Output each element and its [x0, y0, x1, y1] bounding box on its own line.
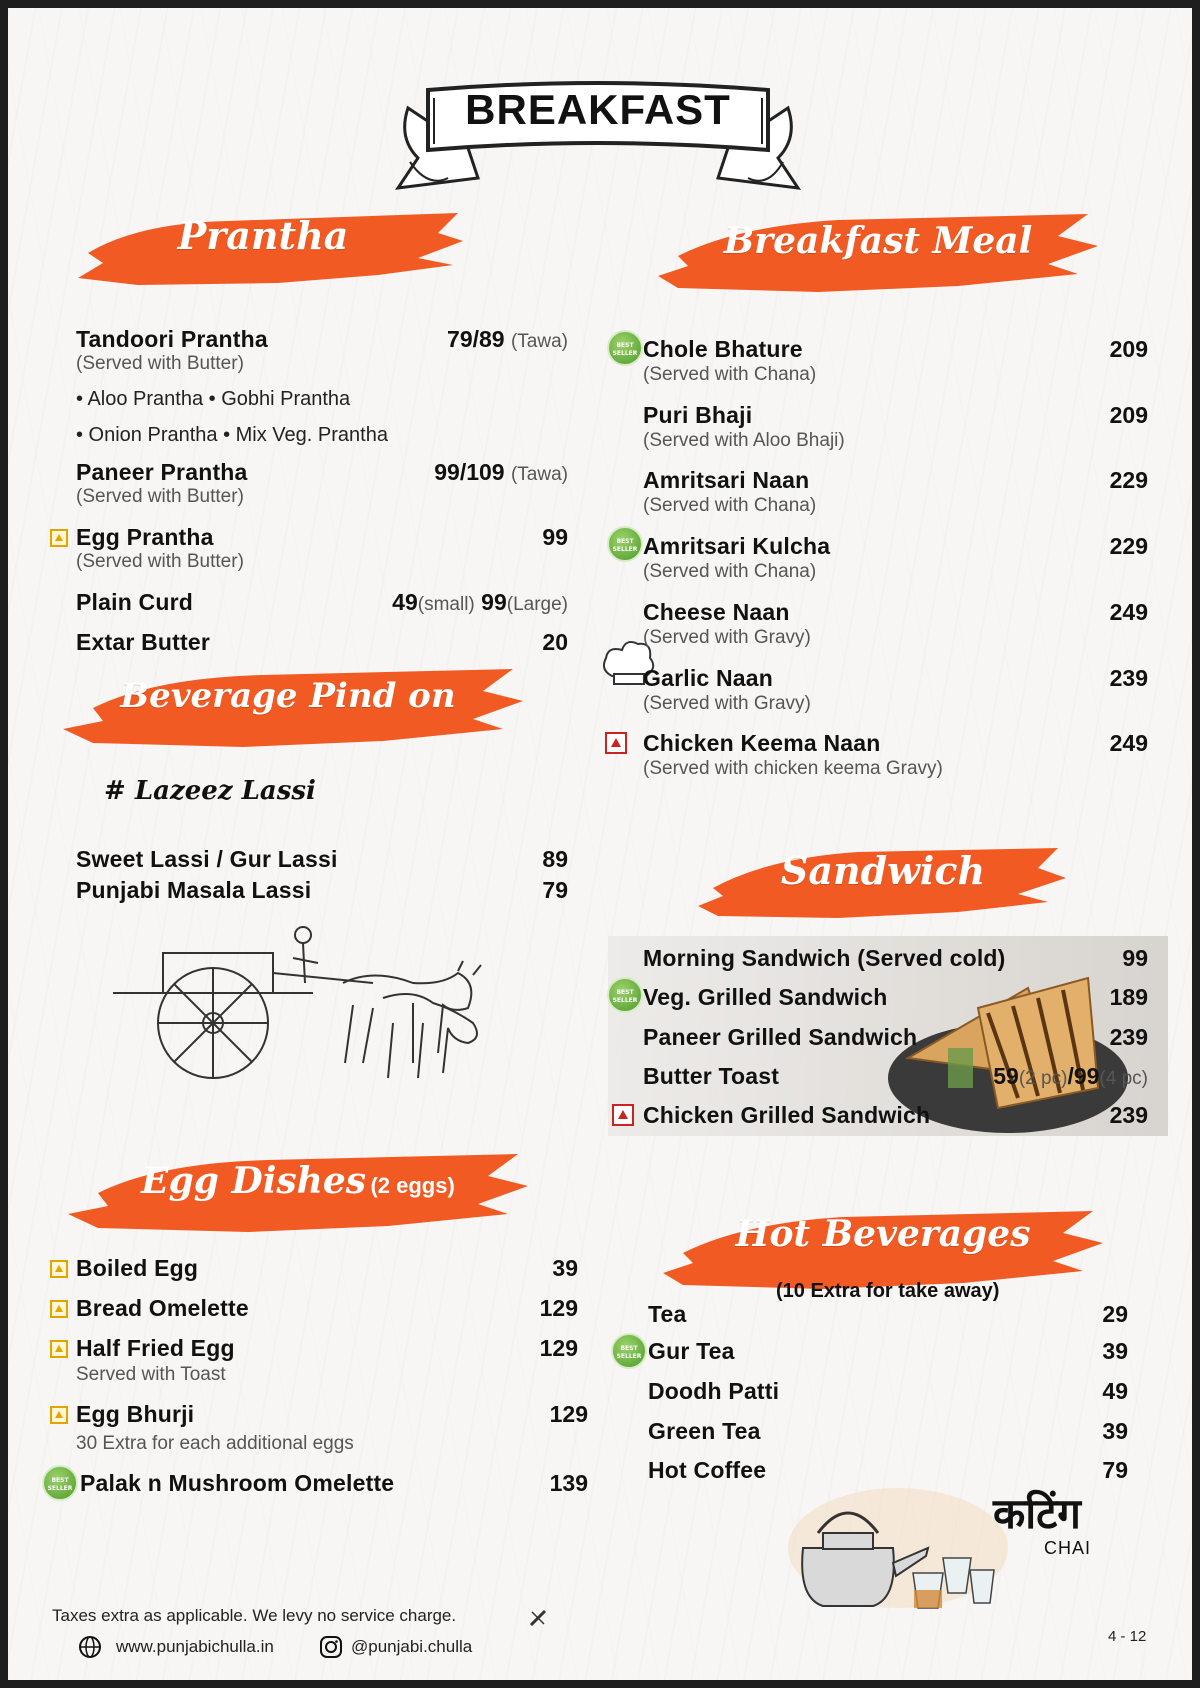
- item-name: Egg Bhurji: [76, 1401, 195, 1427]
- item-name: Paneer Prantha: [76, 459, 248, 485]
- item-price: 239: [1109, 665, 1148, 691]
- item-sub: (Served with Aloo Bhaji): [643, 430, 845, 451]
- item-price: 239: [1109, 1024, 1148, 1050]
- egg-marker-icon: [50, 529, 68, 547]
- item-price: 239: [1109, 1102, 1148, 1128]
- rolling-pin-icon: [528, 1608, 548, 1628]
- item-price: 79: [1102, 1457, 1128, 1483]
- item-price: 129: [539, 1335, 578, 1361]
- section-title-hot-beverages: Hot Beverages: [735, 1213, 1031, 1255]
- item-name: Butter Toast: [643, 1063, 780, 1089]
- item-name: Chole Bhature: [643, 336, 803, 362]
- item-sub: (Served with Butter): [76, 353, 244, 374]
- egg-marker-icon: [50, 1260, 68, 1278]
- item-name: Paneer Grilled Sandwich: [643, 1024, 918, 1050]
- non-veg-icon: [605, 732, 627, 754]
- item-price-wrap: [938, 1063, 1148, 1090]
- item-price: 89: [542, 846, 568, 872]
- item-price: 29: [1102, 1301, 1128, 1327]
- item-name: Bread Omelette: [76, 1295, 249, 1321]
- item-price: 249: [1109, 730, 1148, 756]
- item-sub: (Served with Butter): [76, 486, 244, 507]
- item-sub: (Served with Gravy): [643, 693, 811, 714]
- item-price: 99/109: [434, 459, 505, 485]
- item-name: Hot Coffee: [648, 1457, 767, 1483]
- item-name: Extar Butter: [76, 629, 211, 655]
- page-title: BREAKFAST: [465, 86, 731, 133]
- prantha-variants-line1: • Aloo Prantha • Gobhi Prantha: [76, 388, 351, 410]
- item-name: Palak n Mushroom Omelette: [80, 1470, 395, 1496]
- item-price: 209: [1109, 402, 1148, 428]
- item-price-wrap: [388, 459, 568, 486]
- item-price-2pc-note: (2 pc): [1018, 1068, 1068, 1089]
- section-title-egg-wrap: [88, 1160, 508, 1202]
- item-price-note: (Tawa): [510, 331, 568, 352]
- best-seller-badge: BEST SELLER: [607, 977, 643, 1013]
- item-name: Morning Sandwich (Served cold): [643, 945, 1006, 971]
- item-price-4pc-note: (4 pc): [1099, 1068, 1148, 1089]
- item-sub: (Served with Chana): [643, 495, 817, 516]
- section-title-breakfast-meal: Breakfast Meal: [723, 220, 1033, 262]
- takeaway-note: (10 Extra for take away): [776, 1280, 1000, 1302]
- menu-page: [8, 8, 1192, 1680]
- item-name: Sweet Lassi / Gur Lassi: [76, 846, 338, 872]
- item-name: Tea: [648, 1301, 687, 1327]
- item-price-large: 99: [481, 589, 507, 615]
- section-title-prantha: Prantha: [177, 213, 349, 258]
- item-price-wrap: [388, 326, 568, 353]
- item-price: 39: [552, 1255, 578, 1281]
- best-seller-badge: BEST SELLER: [607, 526, 643, 562]
- item-sub: (Served with Gravy): [643, 627, 811, 648]
- item-price: 229: [1109, 467, 1148, 493]
- section-title-egg: Egg Dishes: [141, 1160, 366, 1202]
- section-title-beverage: Beverage Pind on: [120, 676, 456, 716]
- best-seller-badge: BEST SELLER: [611, 1333, 647, 1369]
- best-seller-badge: BEST SELLER: [607, 330, 643, 366]
- item-name: Cheese Naan: [643, 599, 790, 625]
- item-name: Garlic Naan: [643, 665, 774, 691]
- item-sub: Served with Toast: [76, 1364, 226, 1385]
- item-price: 129: [539, 1295, 578, 1321]
- item-price: 39: [1102, 1418, 1128, 1444]
- best-seller-badge: BEST SELLER: [42, 1465, 78, 1501]
- globe-icon: [78, 1635, 102, 1659]
- item-name: Green Tea: [648, 1418, 761, 1444]
- website-link[interactable]: www.punjabichulla.in: [116, 1637, 274, 1656]
- egg-marker-icon: [50, 1340, 68, 1358]
- item-name: Chicken Keema Naan: [643, 730, 881, 756]
- item-sub: (Served with Butter): [76, 551, 244, 572]
- section-title-sandwich: Sandwich: [780, 848, 986, 893]
- item-price-4pc: /99: [1067, 1063, 1100, 1089]
- lassi-tagline: # Lazeez Lassi: [104, 776, 316, 806]
- item-price-note: (Tawa): [510, 464, 568, 485]
- item-sub: (Served with Chana): [643, 561, 817, 582]
- item-sub: 30 Extra for each additional eggs: [76, 1433, 354, 1454]
- section-title-egg-note: (2 eggs): [370, 1173, 455, 1198]
- item-price-2pc: 59: [993, 1063, 1019, 1089]
- item-name: Amritsari Kulcha: [643, 533, 831, 559]
- non-veg-icon: [612, 1104, 634, 1126]
- item-price-wrap: [348, 589, 568, 616]
- item-price-small: 49: [392, 589, 418, 615]
- cutting-chai-logo-hindi: कटिंग: [993, 1489, 1081, 1538]
- item-name: Chicken Grilled Sandwich: [643, 1102, 931, 1128]
- bullock-cart-illustration: [113, 913, 493, 1088]
- item-name: Puri Bhaji: [643, 402, 753, 428]
- item-name: Punjabi Masala Lassi: [76, 877, 312, 903]
- instagram-handle[interactable]: @punjabi.chulla: [351, 1637, 473, 1656]
- item-price: 189: [1109, 984, 1148, 1010]
- item-sub: (Served with Chana): [643, 364, 817, 385]
- item-price: 49: [1102, 1378, 1128, 1404]
- item-sub: (Served with chicken keema Gravy): [643, 758, 943, 779]
- item-name: Amritsari Naan: [643, 467, 810, 493]
- item-price: 79: [542, 877, 568, 903]
- item-price: 99: [542, 524, 568, 550]
- item-price: 209: [1109, 336, 1148, 362]
- chai-kettle-illustration: [778, 1478, 1018, 1618]
- item-name: Plain Curd: [76, 589, 194, 615]
- tax-note: Taxes extra as applicable. We levy no service charge.: [52, 1606, 457, 1625]
- item-price-large-note: (Large): [506, 594, 568, 615]
- item-price: 99: [1122, 945, 1148, 971]
- prantha-variants-line2: • Onion Prantha • Mix Veg. Prantha: [76, 424, 388, 446]
- item-price: 39: [1102, 1338, 1128, 1364]
- item-price: 20: [542, 629, 568, 655]
- item-name: Egg Prantha: [76, 524, 214, 550]
- item-name: Half Fried Egg: [76, 1335, 235, 1361]
- cutting-chai-logo-en: CHAI: [1044, 1538, 1092, 1558]
- item-price: 79/89: [447, 326, 505, 352]
- item-name: Doodh Patti: [648, 1378, 780, 1404]
- item-name: Tandoori Prantha: [76, 326, 268, 352]
- item-name: Gur Tea: [648, 1338, 735, 1364]
- egg-marker-icon: [50, 1300, 68, 1318]
- page-number: 4 - 12: [1108, 1628, 1147, 1645]
- item-price-small-note: (small): [417, 594, 475, 615]
- item-price: 139: [549, 1470, 588, 1496]
- item-price: 129: [549, 1401, 588, 1427]
- egg-marker-icon: [50, 1406, 68, 1424]
- item-name: Veg. Grilled Sandwich: [643, 984, 888, 1010]
- item-price: 249: [1109, 599, 1148, 625]
- item-price: 229: [1109, 533, 1148, 559]
- item-name: Boiled Egg: [76, 1255, 199, 1281]
- instagram-icon: [319, 1635, 343, 1659]
